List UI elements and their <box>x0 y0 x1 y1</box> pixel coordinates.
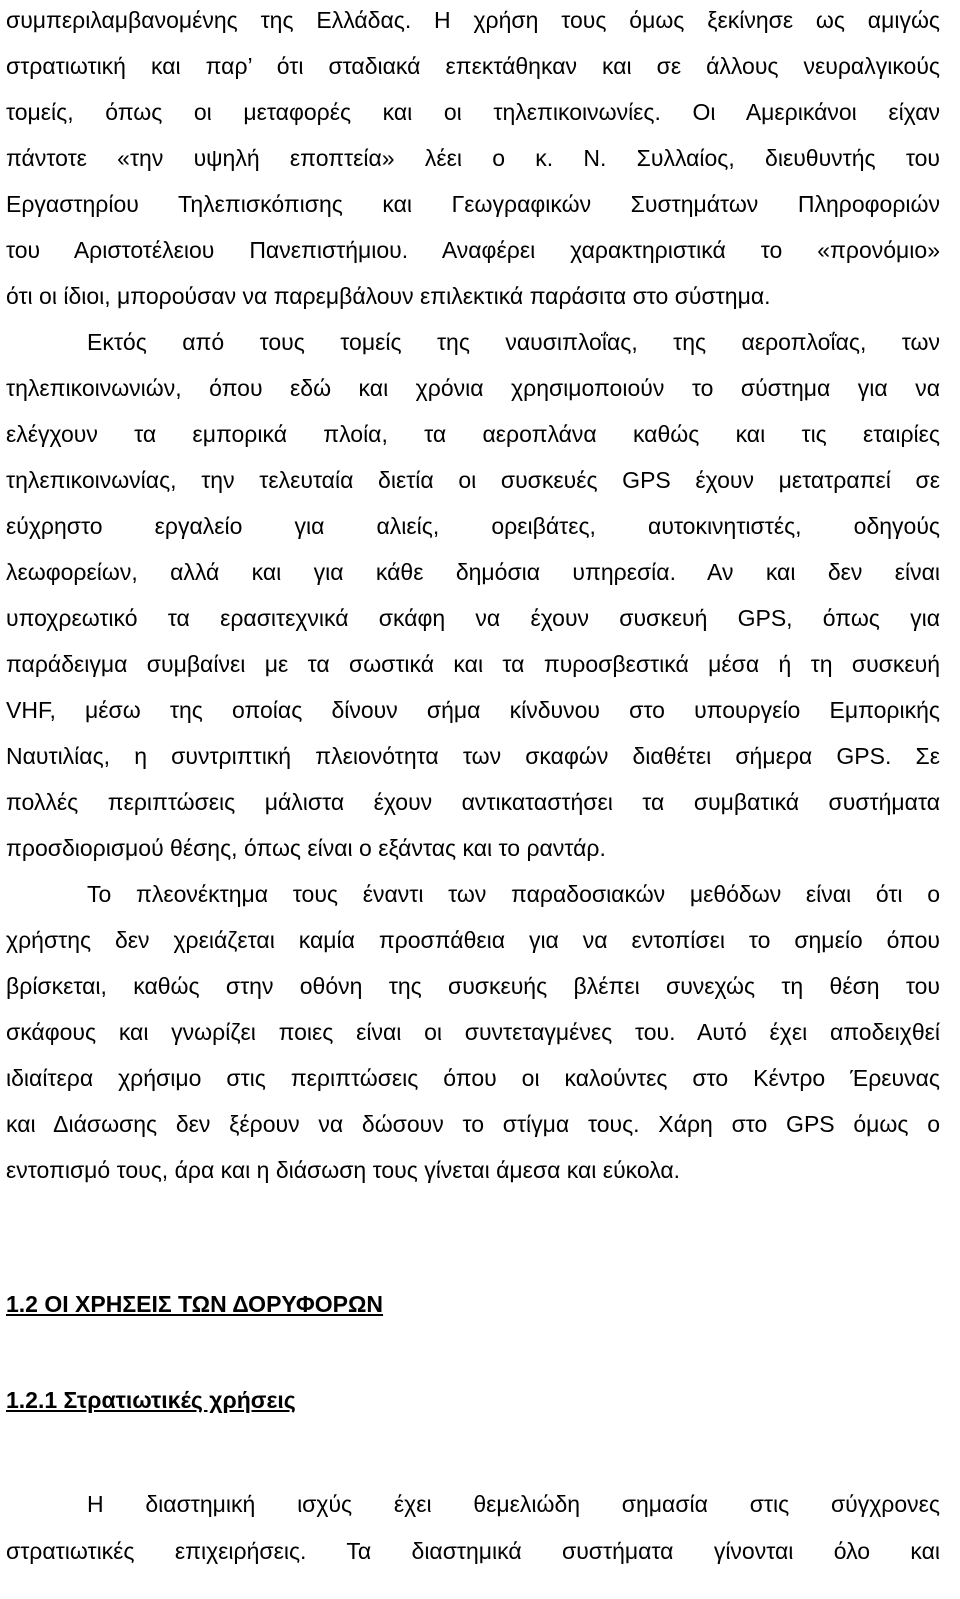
paragraph-3-line-2: χρήστης δεν χρειάζεται καμία προσπάθεια για να εντοπίσει το σημείο όπου <box>6 927 940 953</box>
paragraph-2-line-2: τηλεπικοινωνιών, όπου εδώ και χρόνια χρησιμοποιούν το σύστημα για να <box>6 375 940 401</box>
paragraph-3-line-7: εντοπισμό τους, άρα και η διάσωση τους γίνεται άμεσα και εύκολα. <box>6 1157 681 1183</box>
paragraph-2-line-5: εύχρηστο εργαλείο για αλιείς, ορειβάτες, αυτοκινητιστές, οδηγούς <box>6 513 940 539</box>
paragraph-1-line-1: συμπεριλαμβανομένης της Ελλάδας. Η χρήση τους όμως ξεκίνησε ως αμιγώς <box>6 7 940 33</box>
paragraph-1-line-5: Εργαστηρίου Τηλεπισκόπισης και Γεωγραφικών Συστημάτων Πληροφοριών <box>6 191 940 217</box>
paragraph-1-line-4: πάντοτε «την υψηλή εποπτεία» λέει ο κ. Ν. Συλλαίος, διευθυντής του <box>6 145 940 171</box>
paragraph-1-line-2: στρατιωτική και παρ’ ότι σταδιακά επεκτάθηκαν και σε άλλους νευραλγικούς <box>6 53 940 79</box>
paragraph-2-line-12: προσδιορισμού θέσης, όπως είναι ο εξάντας και το ραντάρ. <box>6 835 606 861</box>
subsection-heading: 1.2.1 Στρατιωτικές χρήσεις <box>6 1387 296 1413</box>
paragraph-3-line-6: και Διάσωσης δεν ξέρουν να δώσουν το στίγμα τους. Χάρη στο GPS όμως ο <box>6 1111 940 1137</box>
paragraph-2-line-8: παράδειγμα συμβαίνει με τα σωστικά και τα πυροσβεστικά μέσα ή τη συσκευή <box>6 651 940 677</box>
paragraph-2-line-9: VHF, μέσω της οποίας δίνουν σήμα κίνδυνου στο υπουργείο Εμπορικής <box>6 697 940 723</box>
paragraph-2-line-1: Εκτός από τους τομείς της ναυσιπλοΐας, της αεροπλοΐας, των <box>87 329 940 355</box>
paragraph-4-line-1: Η διαστημική ισχύς έχει θεμελιώδη σημασία στις σύγχρονες <box>87 1491 940 1517</box>
paragraph-2-line-11: πολλές περιπτώσεις μάλιστα έχουν αντικαταστήσει τα συμβατικά συστήματα <box>6 789 940 815</box>
paragraph-1-line-7: ότι οι ίδιοι, μπορούσαν να παρεμβάλουν επιλεκτικά παράσιτα στο σύστημα. <box>6 283 771 309</box>
paragraph-2-line-6: λεωφορείων, αλλά και για κάθε δημόσια υπηρεσία. Αν και δεν είναι <box>6 559 940 585</box>
paragraph-2-line-3: ελέγχουν τα εμπορικά πλοία, τα αεροπλάνα καθώς και τις εταιρίες <box>6 421 940 447</box>
paragraph-2-line-4: τηλεπικοινωνίας, την τελευταία διετία οι συσκευές GPS έχουν μετατραπεί σε <box>6 467 940 493</box>
paragraph-1-line-3: τομείς, όπως οι μεταφορές και οι τηλεπικοινωνίες. Οι Αμερικάνοι είχαν <box>6 99 940 125</box>
paragraph-3-line-1: Το πλεονέκτημα τους έναντι των παραδοσιακών μεθόδων είναι ότι ο <box>87 881 940 907</box>
paragraph-2-line-7: υποχρεωτικό τα ερασιτεχνικά σκάφη να έχουν συσκευή GPS, όπως για <box>6 605 940 631</box>
paragraph-3-line-5: ιδιαίτερα χρήσιμο στις περιπτώσεις όπου οι καλούντες στο Κέντρο Έρευνας <box>6 1065 940 1091</box>
paragraph-3-line-3: βρίσκεται, καθώς στην οθόνη της συσκευής βλέπει συνεχώς τη θέση του <box>6 973 940 999</box>
paragraph-3-line-4: σκάφους και γνωρίζει ποιες είναι οι συντεταγμένες του. Αυτό έχει αποδειχθεί <box>6 1019 940 1045</box>
paragraph-4-line-2: στρατιωτικές επιχειρήσεις. Τα διαστημικά συστήματα γίνονται όλο και <box>6 1538 940 1564</box>
paragraph-1-line-6: του Αριστοτέλειου Πανεπιστήμιου. Αναφέρει χαρακτηριστικά το «προνόμιο» <box>6 237 940 263</box>
section-heading: 1.2 ΟΙ ΧΡΗΣΕΙΣ ΤΩΝ ΔΟΡΥΦΟΡΩΝ <box>6 1291 384 1317</box>
paragraph-2-line-10: Ναυτιλίας, η συντριπτική πλειονότητα των σκαφών διαθέτει σήμερα GPS. Σε <box>6 743 940 769</box>
